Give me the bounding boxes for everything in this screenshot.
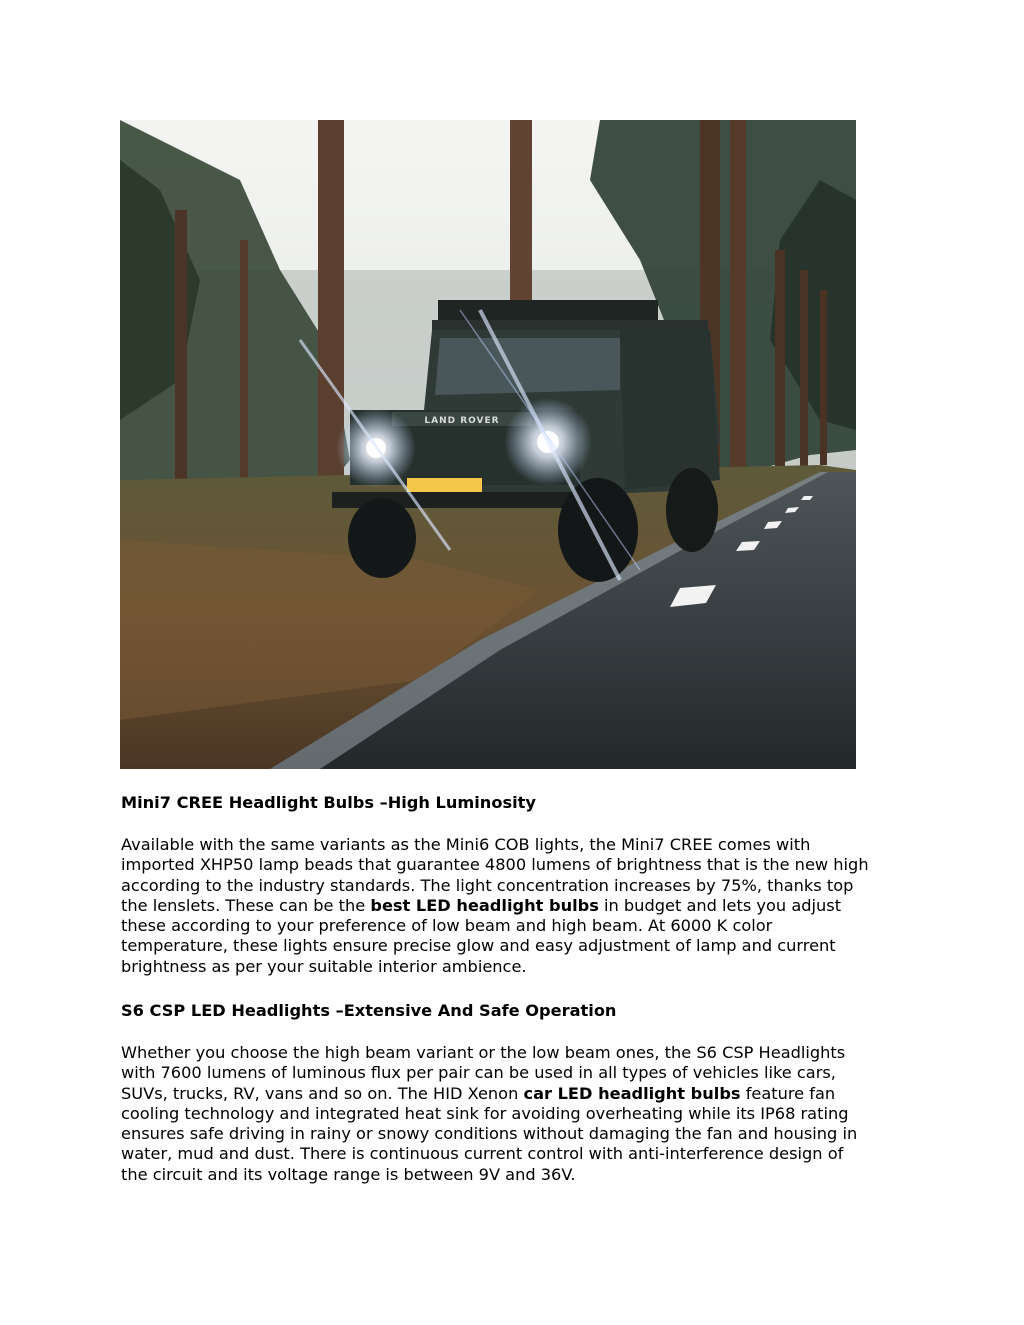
paragraph-line: water, mud and dust. There is continuous current control with anti-interference design of — [121, 1144, 844, 1164]
text-run: in budget and lets you adjust — [598, 895, 842, 915]
paragraph-line: the circuit and its voltage range is between 9V and 36V. — [121, 1164, 576, 1184]
paragraph-line — [121, 896, 911, 916]
best-led-headlight-bulbs-link[interactable]: best LED headlight bulbs — [370, 895, 599, 915]
section1-heading: Mini7 CREE Headlight Bulbs –High Luminosity — [121, 793, 536, 812]
paragraph-line: these according to your preference of low beam and high beam. At 6000 K color — [121, 916, 773, 936]
vehicle-badge: LAND ROVER — [424, 416, 500, 426]
hero-photo — [120, 120, 856, 769]
paragraph-line: imported XHP50 lamp beads that guarantee 4800 lumens of brightness that is the new high — [121, 855, 869, 875]
paragraph-line: cooling technology and integrated heat sink for avoiding overheating while its IP68 rating — [121, 1103, 849, 1123]
text-run: the lenslets. These can be the — [121, 895, 371, 915]
paragraph-line: ensures safe driving in rainy or snowy conditions without damaging the fan and housing in — [121, 1124, 858, 1144]
car-led-headlight-bulbs-link[interactable]: car LED headlight bulbs — [523, 1083, 741, 1103]
paragraph-line: brightness as per your suitable interior ambience. — [121, 956, 527, 976]
section2-heading: S6 CSP LED Headlights –Extensive And Safe Operation — [121, 1001, 617, 1020]
paragraph-line: Available with the same variants as the Mini6 COB lights, the Mini7 CREE comes with — [121, 835, 811, 854]
paragraph-line: Whether you choose the high beam variant or the low beam ones, the S6 CSP Headlights — [121, 1043, 846, 1062]
section1-paragraph — [121, 835, 911, 977]
section2-paragraph — [121, 1043, 911, 1185]
paragraph-line — [121, 1084, 911, 1104]
paragraph-line: temperature, these lights ensure precise glow and easy adjustment of lamp and current — [121, 936, 836, 956]
text-run: feature fan — [740, 1083, 836, 1103]
paragraph-line: according to the industry standards. The light concentration increases by 75%, thanks top — [121, 875, 854, 895]
text-run: SUVs, trucks, RV, vans and so on. The HID Xenon — [121, 1083, 524, 1103]
paragraph-line: with 7600 lumens of luminous flux per pair can be used in all types of vehicles like cars, — [121, 1063, 836, 1083]
